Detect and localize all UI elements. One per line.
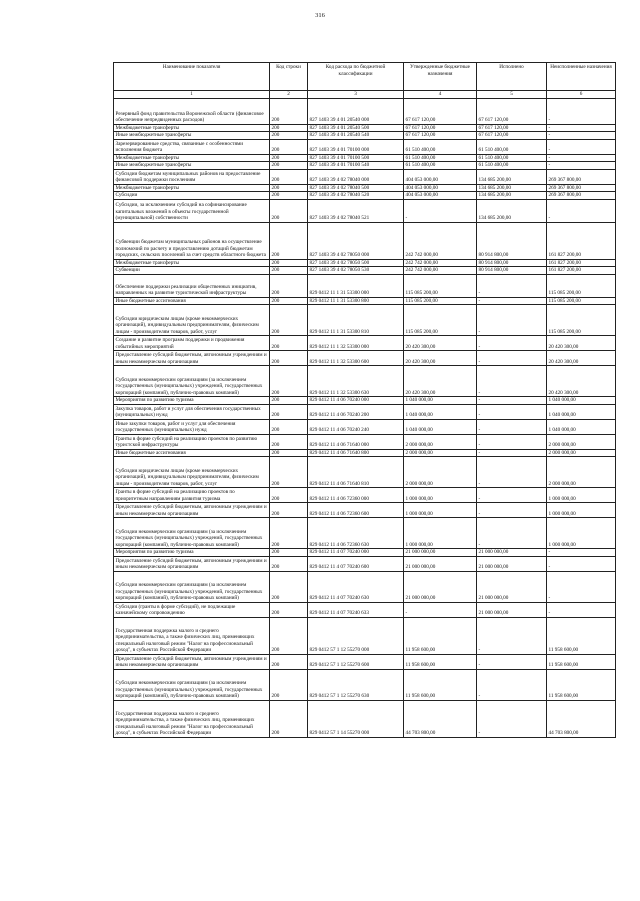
row-approved: 1 040 000,00 — [404, 397, 477, 405]
column-number: 3 — [308, 91, 404, 99]
row-remaining: 20 420 300,00 — [547, 366, 616, 397]
row-approved: 61 510 400,00 — [404, 154, 477, 162]
row-approved: 404 053 000,00 — [404, 169, 477, 184]
row-approved: 1 000 000,00 — [404, 488, 477, 503]
row-executed: - — [477, 503, 547, 518]
row-line-code: 200 — [270, 184, 308, 192]
row-line-code: 200 — [270, 267, 308, 275]
row-remaining: 115 085 200,00 — [547, 297, 616, 305]
row-name: Предоставление субсидий бюджетным, автономным учреждениям и иным некоммерческим организациям — [114, 556, 270, 571]
row-executed: 67 617 120,00 — [477, 98, 547, 124]
row-approved: 61 510 400,00 — [404, 162, 477, 170]
row-kbk: 827 1403 39 4 01 20540 500 — [308, 124, 404, 132]
row-kbk: 827 1403 39 4 01 70100 540 — [308, 162, 404, 170]
row-executed: 21 000 000,00 — [477, 556, 547, 571]
row-line-code: 200 — [270, 419, 308, 434]
row-remaining: - — [547, 162, 616, 170]
row-remaining: - — [547, 154, 616, 162]
row-kbk: 827 1403 39 4 02 78040 500 — [308, 184, 404, 192]
table-row — [114, 397, 616, 405]
row-remaining: 2 000 000,00 — [547, 434, 616, 449]
row-name: Иные бюджетные ассигнования — [114, 297, 270, 305]
row-name: Межбюджетные трансферты — [114, 184, 270, 192]
row-remaining: 20 420 300,00 — [547, 336, 616, 351]
table-row — [114, 457, 616, 488]
row-approved: 44 703 800,00 — [404, 700, 477, 737]
row-executed: - — [477, 654, 547, 669]
row-name: Обеспечение поддержки реализации общественных инициатив, направленных на развитие туристической инфраструктуры — [114, 274, 270, 297]
page-number: 316 — [315, 12, 325, 19]
row-executed: - — [477, 305, 547, 336]
row-kbk: 829 0412 57 1 12 55270 600 — [308, 654, 404, 669]
row-kbk: 827 1403 39 4 01 70100 500 — [308, 154, 404, 162]
row-approved: 242 742 000,00 — [404, 222, 477, 259]
row-line-code: 200 — [270, 700, 308, 737]
row-kbk: 829 0412 11 4 06 71640 800 — [308, 449, 404, 457]
table-row — [114, 184, 616, 192]
row-remaining: 2 000 000,00 — [547, 457, 616, 488]
row-name: Межбюджетные трансферты — [114, 259, 270, 267]
row-remaining: 161 827 200,00 — [547, 222, 616, 259]
column-number: 1 — [114, 91, 270, 99]
row-executed: - — [477, 457, 547, 488]
row-executed: 134 685 200,00 — [477, 192, 547, 200]
row-approved: 2 000 000,00 — [404, 449, 477, 457]
row-kbk: 829 0412 11 4 06 72360 630 — [308, 518, 404, 549]
row-line-code: 200 — [270, 305, 308, 336]
row-executed: 61 510 400,00 — [477, 162, 547, 170]
row-executed: 21 000 000,00 — [477, 549, 547, 557]
row-remaining: 269 367 800,00 — [547, 169, 616, 184]
row-name: Субвенции — [114, 267, 270, 275]
row-kbk: 827 1403 39 4 02 78050 500 — [308, 259, 404, 267]
row-name: Иные закупки товаров, работ и услуг для обеспечения государственных (муниципальных) нужд — [114, 419, 270, 434]
row-kbk: 829 0412 11 1 32 53300 600 — [308, 351, 404, 366]
row-line-code: 200 — [270, 404, 308, 419]
row-name: Субсидии — [114, 192, 270, 200]
row-approved: 2 000 000,00 — [404, 457, 477, 488]
table-row — [114, 351, 616, 366]
row-approved: 20 420 300,00 — [404, 336, 477, 351]
row-line-code: 200 — [270, 274, 308, 297]
row-remaining: 161 827 200,00 — [547, 267, 616, 275]
row-approved: 404 053 000,00 — [404, 184, 477, 192]
row-kbk: 829 0412 57 1 12 55270 630 — [308, 669, 404, 700]
row-remaining: 1 000 000,00 — [547, 488, 616, 503]
row-line-code: 200 — [270, 669, 308, 700]
table-row — [114, 124, 616, 132]
row-line-code: 200 — [270, 449, 308, 457]
row-executed: 21 000 000,00 — [477, 571, 547, 602]
row-approved: 1 000 000,00 — [404, 503, 477, 518]
row-line-code: 200 — [270, 199, 308, 222]
row-line-code: 200 — [270, 154, 308, 162]
row-executed: - — [477, 518, 547, 549]
table-row — [114, 297, 616, 305]
table-row — [114, 154, 616, 162]
row-name: Субсидии, за исключением субсидий на софинансирование капитальных вложений в объекты государственной (муниципальной) собственности — [114, 199, 270, 222]
row-line-code: 200 — [270, 617, 308, 654]
table-row — [114, 434, 616, 449]
row-approved: 11 958 600,00 — [404, 617, 477, 654]
row-approved: 404 053 000,00 — [404, 192, 477, 200]
row-remaining: - — [547, 199, 616, 222]
row-executed: 80 914 800,00 — [477, 222, 547, 259]
row-remaining: - — [547, 571, 616, 602]
row-approved: - — [404, 199, 477, 222]
row-kbk: 827 1403 39 4 01 20540 540 — [308, 132, 404, 140]
row-remaining: 11 958 600,00 — [547, 617, 616, 654]
row-line-code: 200 — [270, 124, 308, 132]
row-line-code: 200 — [270, 434, 308, 449]
row-executed: - — [477, 404, 547, 419]
row-kbk: 829 0412 57 1 12 55270 000 — [308, 617, 404, 654]
table-body — [114, 98, 616, 737]
row-name: Государственная поддержка малого и среднего предпринимательства, а также физических лиц, применяющих специальный налоговый режим "Налог на профессиональный доход", в субъектах Российской Федерации — [114, 617, 270, 654]
row-kbk: 827 1403 39 4 02 78040 000 — [308, 169, 404, 184]
row-executed: 80 914 800,00 — [477, 259, 547, 267]
row-executed: 134 685 200,00 — [477, 199, 547, 222]
row-name: Иные межбюджетные трансферты — [114, 132, 270, 140]
budget-table — [113, 62, 616, 738]
row-remaining: 44 703 800,00 — [547, 700, 616, 737]
row-name: Межбюджетные трансферты — [114, 124, 270, 132]
row-line-code: 200 — [270, 549, 308, 557]
row-name: Зарезервированные средства, связанные с особенностями исполнения бюджета — [114, 139, 270, 154]
row-approved: 11 958 600,00 — [404, 669, 477, 700]
table-row — [114, 654, 616, 669]
row-name: Резервный фонд правительства Воронежской области (финансовое обеспечение непредвиденных расходов) — [114, 98, 270, 124]
row-remaining: 161 827 200,00 — [547, 259, 616, 267]
header-kbk: Код расхода по бюджетной классификации — [308, 63, 404, 91]
row-remaining: - — [547, 602, 616, 617]
row-kbk: 829 0412 57 1 14 55270 000 — [308, 700, 404, 737]
row-approved: 2 000 000,00 — [404, 434, 477, 449]
row-name: Субсидии юридическим лицам (кроме некоммерческих организаций), индивидуальным предпринимателям, физическим лицам - производителям товаров, работ, услуг — [114, 305, 270, 336]
column-number: 4 — [404, 91, 477, 99]
header-line-code: Код строки — [270, 63, 308, 91]
row-line-code: 200 — [270, 518, 308, 549]
column-number-row — [114, 91, 616, 99]
row-kbk: 829 0412 11 1 31 53300 810 — [308, 305, 404, 336]
header-approved: Утвержденные бюджетные назначения — [404, 63, 477, 91]
column-number: 2 — [270, 91, 308, 99]
row-executed: 67 617 120,00 — [477, 132, 547, 140]
row-name: Предоставление субсидий бюджетным, автономным учреждениям и иным некоммерческим организациям — [114, 351, 270, 366]
row-remaining: - — [547, 132, 616, 140]
table-row — [114, 336, 616, 351]
table-row — [114, 267, 616, 275]
row-name: Предоставление субсидий бюджетным, автономным учреждениям и иным некоммерческим организациям — [114, 503, 270, 518]
row-line-code: 200 — [270, 556, 308, 571]
table-row — [114, 305, 616, 336]
row-name: Субсидии (гранты в форме субсидий), не подлежащие казначейскому сопровождению — [114, 602, 270, 617]
row-approved: 21 000 000,00 — [404, 556, 477, 571]
row-executed: - — [477, 351, 547, 366]
row-executed: 61 510 400,00 — [477, 139, 547, 154]
table-row — [114, 700, 616, 737]
row-kbk: 829 0412 11 4 07 70240 633 — [308, 602, 404, 617]
row-kbk: 829 0412 11 1 32 53300 000 — [308, 336, 404, 351]
row-approved: 67 617 120,00 — [404, 98, 477, 124]
row-kbk: 827 1403 39 4 02 78050 530 — [308, 267, 404, 275]
row-remaining: 269 367 800,00 — [547, 192, 616, 200]
table-row — [114, 549, 616, 557]
row-approved: 20 420 300,00 — [404, 351, 477, 366]
row-approved: 115 085 200,00 — [404, 297, 477, 305]
row-remaining: 1 040 000,00 — [547, 419, 616, 434]
row-approved: 242 742 000,00 — [404, 259, 477, 267]
row-approved: 115 085 200,00 — [404, 305, 477, 336]
row-executed: 134 685 200,00 — [477, 184, 547, 192]
row-approved: 115 085 200,00 — [404, 274, 477, 297]
row-kbk: 829 0412 11 4 07 70240 000 — [308, 549, 404, 557]
row-name: Иные бюджетные ассигнования — [114, 449, 270, 457]
row-executed: 21 000 000,00 — [477, 602, 547, 617]
row-line-code: 200 — [270, 602, 308, 617]
header-executed: Исполнено — [477, 63, 547, 91]
row-remaining: 2 000 000,00 — [547, 449, 616, 457]
row-name: Субсидии бюджетам муниципальных районов на предоставление финансовой поддержки поселениям — [114, 169, 270, 184]
row-name: Создание и развитие программ поддержки и продвижения событийных мероприятий — [114, 336, 270, 351]
row-approved: 1 000 000,00 — [404, 518, 477, 549]
row-name: Межбюджетные трансферты — [114, 154, 270, 162]
row-kbk: 829 0412 11 4 06 71640 810 — [308, 457, 404, 488]
row-remaining: 115 085 200,00 — [547, 305, 616, 336]
row-kbk: 829 0412 11 1 31 53300 000 — [308, 274, 404, 297]
row-kbk: 829 0412 11 1 32 53300 630 — [308, 366, 404, 397]
row-line-code: 200 — [270, 169, 308, 184]
row-line-code: 200 — [270, 351, 308, 366]
row-name: Гранты в форме субсидий на реализацию проектов по приоритетным направлениям развития туризма — [114, 488, 270, 503]
row-name: Государственная поддержка малого и среднего предпринимательства, а также физических лиц, применяющих специальный налоговый режим "Налог на профессиональный доход", в субъектах Российской Федерации — [114, 700, 270, 737]
row-remaining: - — [547, 98, 616, 124]
row-kbk: 829 0412 11 1 31 53300 800 — [308, 297, 404, 305]
row-remaining: - — [547, 124, 616, 132]
row-kbk: 827 1403 39 4 01 70100 000 — [308, 139, 404, 154]
row-kbk: 827 1403 39 4 02 78040 521 — [308, 199, 404, 222]
row-executed: - — [477, 434, 547, 449]
row-line-code: 200 — [270, 571, 308, 602]
header-name: Наименование показателя — [114, 63, 270, 91]
row-executed: - — [477, 336, 547, 351]
row-approved: 242 742 000,00 — [404, 267, 477, 275]
table-row — [114, 366, 616, 397]
row-remaining: 11 958 600,00 — [547, 669, 616, 700]
column-number: 5 — [477, 91, 547, 99]
row-line-code: 200 — [270, 336, 308, 351]
row-line-code: 200 — [270, 192, 308, 200]
row-executed: - — [477, 617, 547, 654]
table-row — [114, 449, 616, 457]
row-kbk: 829 0412 11 4 06 70240 240 — [308, 419, 404, 434]
row-executed: - — [477, 297, 547, 305]
row-line-code: 200 — [270, 457, 308, 488]
row-approved: 11 958 600,00 — [404, 654, 477, 669]
row-line-code: 200 — [270, 297, 308, 305]
row-remaining: - — [547, 139, 616, 154]
row-kbk: 829 0412 11 4 07 70240 600 — [308, 556, 404, 571]
header-row — [114, 63, 616, 91]
row-line-code: 200 — [270, 222, 308, 259]
table-row — [114, 556, 616, 571]
row-approved: 1 040 000,00 — [404, 404, 477, 419]
table-row — [114, 669, 616, 700]
table-row — [114, 419, 616, 434]
row-name: Субсидии некоммерческим организациям (за исключением государственных (муниципальных) учреждений, государственных корпораций (компаний), публично-правовых компаний) — [114, 366, 270, 397]
row-executed: 61 510 400,00 — [477, 154, 547, 162]
row-remaining: 1 040 000,00 — [547, 397, 616, 405]
row-executed: - — [477, 274, 547, 297]
row-remaining: 11 958 600,00 — [547, 654, 616, 669]
table-row — [114, 571, 616, 602]
row-kbk: 829 0412 11 4 06 72360 600 — [308, 503, 404, 518]
row-kbk: 829 0412 11 4 06 72360 000 — [308, 488, 404, 503]
table-row — [114, 488, 616, 503]
row-executed: - — [477, 366, 547, 397]
row-kbk: 827 1403 39 4 02 78040 520 — [308, 192, 404, 200]
row-line-code: 200 — [270, 366, 308, 397]
row-name: Мероприятия по развитию туризма — [114, 549, 270, 557]
row-name: Закупка товаров, работ и услуг для обеспечения государственных (муниципальных) нужд — [114, 404, 270, 419]
row-executed: - — [477, 700, 547, 737]
table-row — [114, 518, 616, 549]
row-line-code: 200 — [270, 162, 308, 170]
table-row — [114, 162, 616, 170]
table-row — [114, 192, 616, 200]
row-line-code: 200 — [270, 488, 308, 503]
row-executed: 134 685 200,00 — [477, 169, 547, 184]
row-kbk: 829 0412 11 4 06 71640 000 — [308, 434, 404, 449]
row-executed: - — [477, 449, 547, 457]
row-line-code: 200 — [270, 397, 308, 405]
table-row — [114, 274, 616, 297]
table-row — [114, 139, 616, 154]
row-name: Субсидии юридическим лицам (кроме некоммерческих организаций), индивидуальным предпринимателям, физическим лицам - производителям товаров, работ, услуг — [114, 457, 270, 488]
row-remaining: 1 000 000,00 — [547, 503, 616, 518]
row-executed: - — [477, 397, 547, 405]
row-executed: 67 617 120,00 — [477, 124, 547, 132]
table-row — [114, 617, 616, 654]
row-kbk: 827 1403 39 4 01 20540 000 — [308, 98, 404, 124]
table-row — [114, 259, 616, 267]
row-remaining: 269 367 800,00 — [547, 184, 616, 192]
row-name: Субвенции бюджетам муниципальных районов на осуществление полномочий по расчету и предоставлению дотаций бюджетам городских, сельских поселений за счет средств областного бюджета — [114, 222, 270, 259]
row-remaining: - — [547, 549, 616, 557]
row-name: Субсидии некоммерческим организациям (за исключением государственных (муниципальных) учреждений, государственных корпораций (компаний), публично-правовых компаний) — [114, 571, 270, 602]
header-remaining: Неисполненные назначения — [547, 63, 616, 91]
column-number: 6 — [547, 91, 616, 99]
table-row — [114, 169, 616, 184]
table-row — [114, 199, 616, 222]
row-approved: 21 000 000,00 — [404, 549, 477, 557]
row-remaining: 20 420 300,00 — [547, 351, 616, 366]
row-approved: 21 000 000,00 — [404, 571, 477, 602]
row-approved: 67 617 120,00 — [404, 132, 477, 140]
row-approved: 20 420 300,00 — [404, 366, 477, 397]
row-remaining: - — [547, 556, 616, 571]
row-remaining: 1 000 000,00 — [547, 518, 616, 549]
row-name: Мероприятия по развитию туризма — [114, 397, 270, 405]
row-name: Иные межбюджетные трансферты — [114, 162, 270, 170]
table-row — [114, 404, 616, 419]
row-kbk: 829 0412 11 4 06 70240 000 — [308, 397, 404, 405]
table-row — [114, 503, 616, 518]
row-kbk: 829 0412 11 4 07 70240 630 — [308, 571, 404, 602]
row-executed: - — [477, 488, 547, 503]
row-kbk: 827 1403 39 4 02 78050 000 — [308, 222, 404, 259]
row-approved: 67 617 120,00 — [404, 124, 477, 132]
row-line-code: 200 — [270, 98, 308, 124]
table-row — [114, 98, 616, 124]
row-executed: - — [477, 669, 547, 700]
row-remaining: 115 085 200,00 — [547, 274, 616, 297]
row-line-code: 200 — [270, 259, 308, 267]
row-kbk: 829 0412 11 4 06 70240 200 — [308, 404, 404, 419]
table-row — [114, 602, 616, 617]
row-name: Субсидии некоммерческим организациям (за исключением государственных (муниципальных) учреждений, государственных корпораций (компаний), публично-правовых компаний) — [114, 518, 270, 549]
table-row — [114, 132, 616, 140]
row-approved: 1 040 000,00 — [404, 419, 477, 434]
row-approved: 61 510 400,00 — [404, 139, 477, 154]
row-line-code: 200 — [270, 132, 308, 140]
row-name: Предоставление субсидий бюджетным, автономным учреждениям и иным некоммерческим организациям — [114, 654, 270, 669]
row-approved: - — [404, 602, 477, 617]
row-line-code: 200 — [270, 139, 308, 154]
row-name: Субсидии некоммерческим организациям (за исключением государственных (муниципальных) учреждений, государственных корпораций (компаний), публично-правовых компаний) — [114, 669, 270, 700]
row-executed: - — [477, 419, 547, 434]
row-remaining: 1 040 000,00 — [547, 404, 616, 419]
table-row — [114, 222, 616, 259]
row-name: Гранты в форме субсидий на реализацию проектов по развитию туристской инфраструктуры — [114, 434, 270, 449]
row-line-code: 200 — [270, 503, 308, 518]
row-line-code: 200 — [270, 654, 308, 669]
row-executed: 80 914 800,00 — [477, 267, 547, 275]
